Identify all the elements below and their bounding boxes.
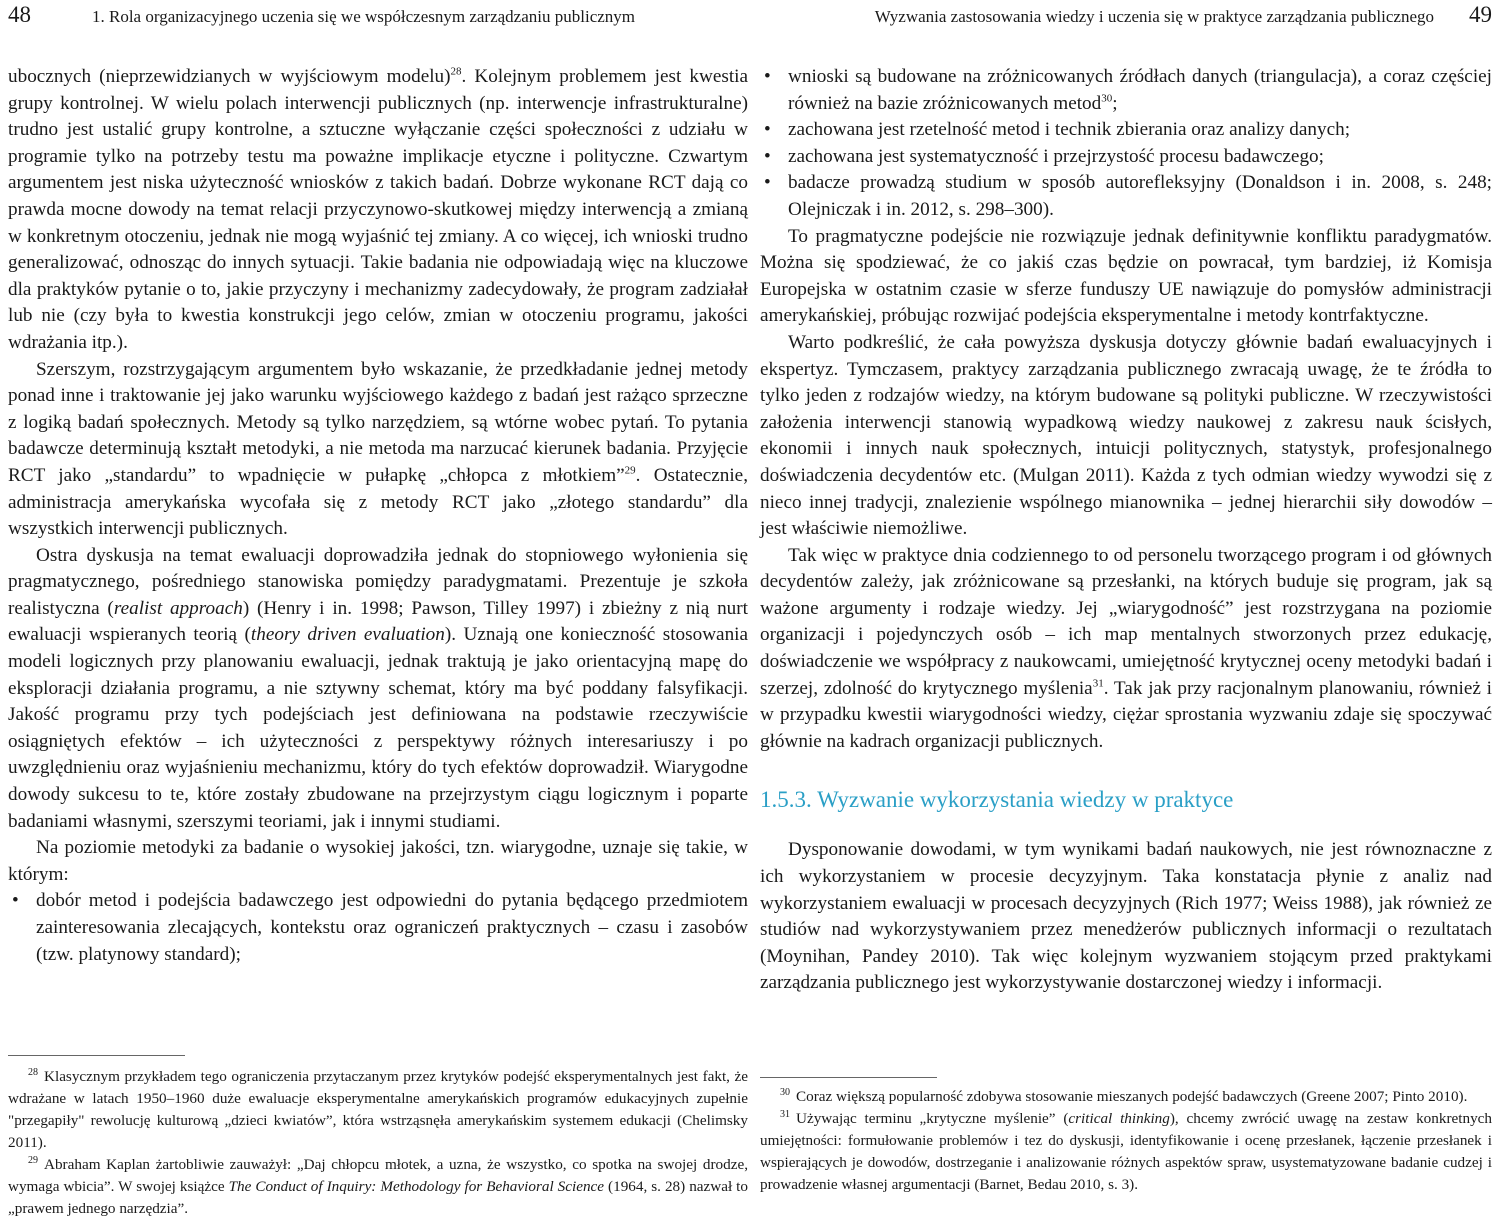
left-body-text: [8, 64, 748, 968]
paragraph: Szerszym, rozstrzygającym argumentem było wskazanie, że przedkładanie jednej metody ponad inne i traktowanie jej jako warunku wyjściowego każdego z badań jest rażąco sprzeczne z logiką badań społecznych. Metody są tylko narzędziem, są wtórne wobec pytań. To pytania badawcze determinują kształt metodyki, a nie metoda ma narzucać kierunek badania. Przyjęcie RCT jako „standardu” to wpadnięcie w pułapkę „chłopca z młotkiem”$^{29}$. Ostatecznie, administracja amerykańska wycofała się z metody RCT jako „złotego standardu” dla wszystkich interwencji publicznych.: [8, 358, 748, 540]
left-page-number: 48: [8, 2, 31, 27]
list-item: • dobór metod i podejścia badawczego jest odpowiedni do pytania będącego przedmiotem zainteresowania zlecających, kontekstu oraz ograniczeń praktycznych – czasu i zasobów (tzw. platynowy standard);: [8, 888, 748, 968]
footnote-separator: [760, 1077, 937, 1078]
paragraph: Dysponowanie dowodami, w tym wynikami badań naukowych, nie jest równoznaczne z ich wykorzystaniem w procesie decyzyjnym. Taka konstatacja płynie z analiz nad wykorzystaniem ewaluacji w procesach decyzyjnych (Rich 1977; Weiss 1988), jak również ze studiów nad wykorzystywaniem przez menedżerów publicznych informacji o rezultatach (Moynihan, Pandey 2010). Tak więc kolejnym wyzwaniem stojącym przed praktykami zarządzania publicznego jest wykorzystywanie dostarczonej wiedzy i informacji.: [760, 839, 1492, 994]
paragraph: To pragmatyczne podejście nie rozwiązuje jednak definitywnie konfliktu paradygmatów. Można się spodziewać, że co jakiś czas będzie on powracał, tym bardziej, iż Komisja Europejska w ostatnim czasie w sferze funduszy UE nawiązuje do pomysłów administracji amerykańskiej, próbując rozwijać podejścia eksperymentalne i metody kontrfaktyczne.: [760, 225, 1492, 327]
right-page: [760, 0, 1492, 1223]
left-running-header: [8, 4, 748, 32]
paragraph: Ostra dyskusja na temat ewaluacji doprowadziła jednak do stopniowego wyłonienia się pragmatycznego, pośredniego stanowiska pomiędzy paradygmatami. Prezentuje je szkoła realistyczna (realist approach) (Henry i in. 1998; Pawson, Tilley 1997) i zbieżny z nią nurt ewaluacji wspieranych teorią (theory driven evaluation). Uznają one konieczność stosowania modeli logicznych przy planowaniu ewaluacji, jednak traktują je jako orientacyjną mapę do eksploracji działania programu, a nie sztywny schemat, który ma być poddany falsyfikacji. Jakość programu przy tych podejściach jest definiowana na podstawie rzeczywiście osiągniętych efektów – ich użyteczności z perspektywy różnych interesariuszy i po uwzględnieniu oraz wyjaśnieniu mechanizmu, który do tych efektów doprowadził. Wiarygodne dowody sukcesu to te, które zostały zbudowane na przejrzystym ciągu logicznym i poparte badaniami własnymi, szerszymi teoriami, jak i innymi studiami.: [8, 544, 749, 832]
list-item: • badacze prowadzą studium w sposób autorefleksyjny (Donaldson i in. 2008, s. 248; Olejniczak i in. 2012, s. 298–300).: [760, 170, 1492, 223]
list-item: • zachowana jest systematyczność i przejrzystość procesu badawczego;: [760, 144, 1492, 171]
footnote-30: $^{30}$ Coraz większą popularność zdobywa stosowanie mieszanych podejść badawczych (Greene 2007; Pinto 2010).: [780, 1086, 1468, 1105]
criteria-list-continued: [760, 64, 1492, 224]
footnote-31: $^{31}$ Używając terminu „krytyczne myślenie” (critical thinking), chcemy zwrócić uwagę na zestaw konkretnych umiejętności: formułowanie problemów i tez do dyskusji, identyfikowanie i ocenę przesłanek, łączenie przesłanek i wspierających je dowodów, dostrzeganie i analizowanie różnych aspektów spraw, usystematyzowane badanie cudzej i prowadzenie własnej argumentacji (Barnet, Bedau 2010, s. 3).: [760, 1108, 1493, 1193]
footnote-ref-28[interactable]: 28: [450, 65, 462, 78]
right-page-number: 49: [1469, 2, 1492, 27]
paragraph: Tak więc w praktyce dnia codziennego to od personelu tworzącego program i od głównych decydentów zależy, jak zróżnicowane są przesłanki, na których buduje się program, jak są ważone argumenty i rodzaje wiedzy. Jej „wiarygodność” jest rozstrzygana na poziomie organizacji i pojedynczych osób – ich map mentalnych stworzonych przez edukację, doświadczenie we współpracy z naukowcami, umiejętność krytycznej oceny metodyki badań i szerzej, zdolność do krytycznego myślenia$^{31}$. Tak jak przy racjonalnym planowaniu, również i w przypadku kwestii wiarygodności wiedzy, ciężar sprostania wyzwaniu zdaje się spoczywać głównie na kadrach organizacji publicznych.: [760, 544, 1492, 752]
right-footnotes: [760, 1086, 1492, 1196]
footnote-29: $^{29}$ Abraham Kaplan żartobliwie zauważył: „Daj chłopcu młotek, a uzna, że wszystko, co spotka na swojej drodze, wymaga wbicia”. W swojej książce The Conduct of Inquiry: Methodology for Behavioral Science (1964, s. 28) nazwał to „prawem jednego narzędzia”.: [8, 1154, 749, 1217]
left-page: [8, 0, 748, 1223]
footnote-ref-31[interactable]: 31: [1092, 677, 1104, 690]
section-heading: 1.5.3. Wyzwanie wykorzystania wiedzy w praktyce: [760, 787, 1234, 813]
footnote-ref-30[interactable]: 30: [1101, 92, 1113, 105]
footnote-ref-29[interactable]: 29: [624, 464, 636, 477]
footnote-28: $^{28}$ Klasycznym przykładem tego ograniczenia przytaczanym przez krytyków podejść eksperymentalnych jest fakt, że wdrażane w latach 1950–1960 duże ewaluacje eksperymentalne amerykańskich programów edukacyjnych zupełnie "przegapiły" rewolucję kulturową „dzieci kwiatów”, która wstrząsnęła amerykańskim systemem edukacji (Chelimsky 2011).: [8, 1066, 748, 1151]
left-footnotes: [8, 1066, 748, 1220]
right-running-head: Wyzwania zastosowania wiedzy i uczenia się w praktyce zarządzania publicznego: [874, 7, 1434, 26]
paragraph: Na poziomie metodyki za badanie o wysokiej jakości, tzn. wiarygodne, uznaje się takie, w którym:: [8, 837, 748, 885]
right-running-header: [760, 4, 1492, 32]
criteria-list: [8, 888, 748, 968]
footnote-separator: [8, 1055, 185, 1056]
paragraph: ubocznych (nieprzewidzianych w wyjściowym modelu)$^{28}$. Kolejnym problemem jest kwestia grupy kontrolnej. W wielu polach interwencji publicznych (np. interwencje infrastrukturalne) trudno jest ustalić grupy kontrolne, a sztuczne wyłączanie części społeczności z udziału w programie tylko na potrzeby testu ma poważne implikacje etyczne i polityczne. Czwartym argumentem jest niska użyteczność wniosków z takich badań. Dobrze wykonane RCT dają co prawda mocne dowody na temat relacji przyczynowo-skutkowej między interwencją a zmianą w konkretnym otoczeniu, jednak nie mogą wyjaśnić tej zmiany. A co więcej, ich wnioski trudno generalizować, odnosząc do innych sytuacji. Takie badania nie odpowiadają więc na kluczowe dla praktyków pytanie o to, jakie przyczyny i mechanizmy zadecydowały, że program zadziałał lub nie (czy była to kwestia konstrukcji jego celów, zmian w otoczeniu programu, jakości wdrażania itp.).: [8, 65, 748, 353]
paragraph: Warto podkreślić, że cała powyższa dyskusja dotyczy głównie badań ewaluacyjnych i ekspertyz. Tymczasem, praktycy zarządzania publicznego zwracają uwagę, że te źródła to tylko jeden z rodzajów wiedzy, na którym budowane są polityki publiczne. W rzeczywistości założenia interwencji stanowią wypadkową wiedzy naukowej z zakresu nauk ścisłych, ekonomii i innych nauk społecznych, intuicji politycznych, statystyk, profesjonalnego doświadczenia decydentów etc. (Mulgan 2011). Każda z tych odmian wiedzy wywodzi się z nieco innej tradycji, znalezienie wspólnego mianownika – jednej hierarchii siły dowodów – jest właściwie niemożliwe.: [760, 331, 1492, 540]
list-item: • zachowana jest rzetelność metod i technik zbierania oraz analizy danych;: [760, 117, 1492, 144]
right-body-text: [760, 64, 1492, 997]
left-running-head: 1. Rola organizacyjnego uczenia się we współczesnym zarządzaniu publicznym: [92, 7, 636, 26]
list-item: • wnioski są budowane na zróżnicowanych źródłach danych (triangulacja), a coraz częściej również na bazie zróżnicowanych metod$^{30}$;: [760, 64, 1492, 117]
